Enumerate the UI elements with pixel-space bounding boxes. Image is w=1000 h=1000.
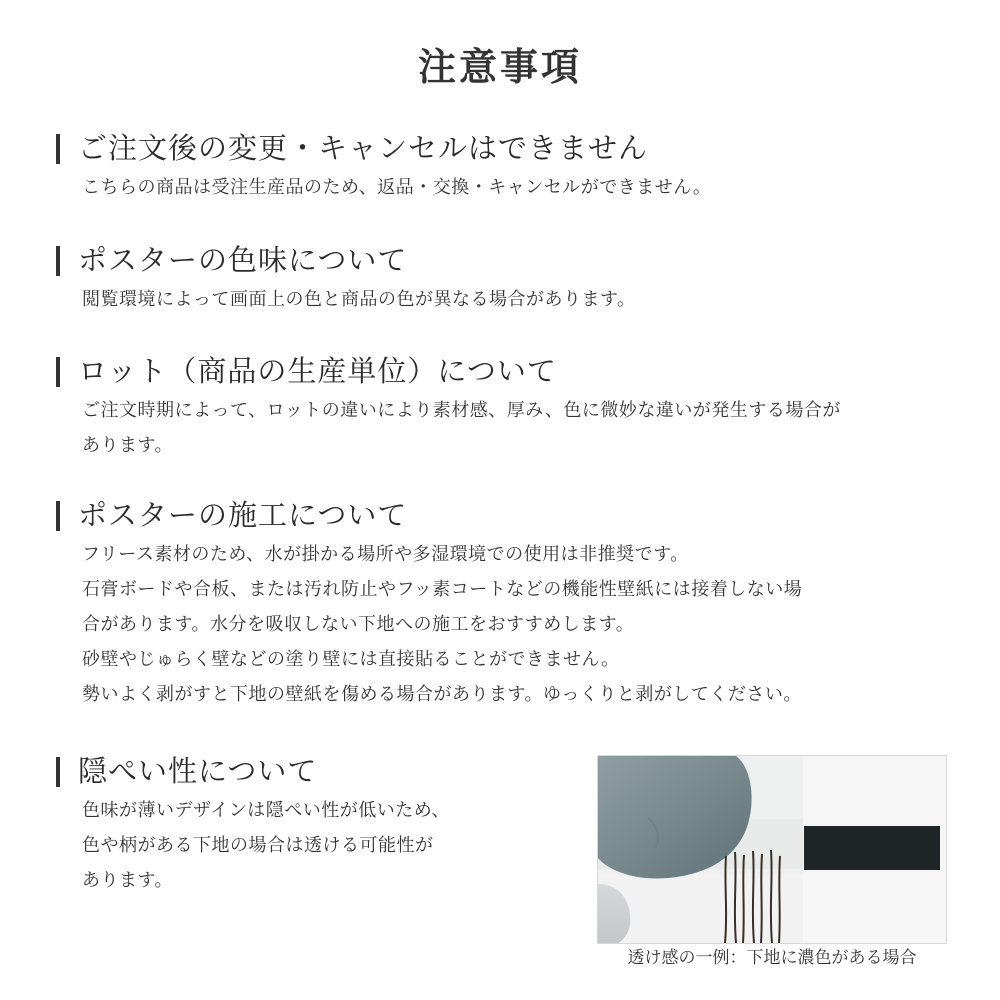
section-heading-text: ポスターの施工について bbox=[78, 498, 408, 532]
section-heading-text: ロット（商品の生産単位）について bbox=[78, 354, 557, 388]
section-body bbox=[56, 170, 956, 205]
page-title: 注意事項 bbox=[417, 45, 582, 89]
section-heading-text: ご注文後の変更・キャンセルはできません bbox=[78, 131, 649, 165]
body-line: あります。 bbox=[82, 435, 174, 456]
section-heading-text: ポスターの色味について bbox=[78, 243, 408, 277]
body-line: 色や柄がある下地の場合は透ける可能性が bbox=[82, 835, 434, 856]
see-through-sample-image bbox=[597, 755, 947, 944]
section-body bbox=[56, 393, 956, 463]
heading-bar bbox=[56, 357, 60, 387]
heading-bar bbox=[56, 246, 60, 276]
section-body bbox=[56, 537, 956, 712]
section-heading bbox=[56, 495, 956, 535]
section-heading-text: 隠ぺい性について bbox=[78, 754, 318, 788]
section-heading bbox=[56, 240, 956, 280]
section-color-tone bbox=[56, 240, 956, 317]
section-body bbox=[56, 282, 956, 317]
sample-artwork bbox=[598, 756, 946, 943]
heading-bar bbox=[56, 501, 60, 531]
body-line: 石膏ボードや合板、または汚れ防止やフッ素コートなどの機能性壁紙には接着しない場 bbox=[82, 579, 803, 600]
black-bar-shape bbox=[804, 826, 940, 870]
body-line: 勢いよく剥がすと下地の壁紙を傷める場合があります。ゆっくりと剥がしてください。 bbox=[82, 684, 802, 705]
body-line: 閲覧環境によって画面上の色と商品の色が異なる場合があります。 bbox=[82, 289, 636, 310]
section-heading bbox=[56, 751, 576, 791]
body-line: ご注文時期によって、ロットの違いにより素材感、厚み、色に微妙な違いが発生する場合が bbox=[82, 400, 841, 421]
section-body bbox=[56, 793, 576, 898]
section-opacity bbox=[56, 751, 576, 898]
section-heading bbox=[56, 351, 956, 391]
section-heading bbox=[56, 128, 956, 168]
body-line: 色味が薄いデザインは隠ぺい性が低いため、 bbox=[82, 800, 451, 821]
section-lot bbox=[56, 351, 956, 463]
body-line: こちらの商品は受注生産品のため、返品・交換・キャンセルができません。 bbox=[82, 177, 712, 198]
body-line: あります。 bbox=[82, 870, 174, 891]
figure-caption: 透け感の一例：下地に濃色がある場合 bbox=[627, 948, 917, 968]
heading-bar bbox=[56, 134, 60, 164]
section-installation bbox=[56, 495, 956, 712]
body-line: 合があります。水分を吸収しない下地への施工をおすすめします。 bbox=[82, 614, 635, 635]
heading-bar bbox=[56, 757, 60, 787]
body-line: 砂壁やじゅらく壁などの塗り壁には直接貼ることができません。 bbox=[82, 649, 620, 670]
body-line: フリース素材のため、水が掛かる場所や多湿環境での使用は非推奨です。 bbox=[82, 544, 689, 565]
section-order-changes bbox=[56, 128, 956, 205]
